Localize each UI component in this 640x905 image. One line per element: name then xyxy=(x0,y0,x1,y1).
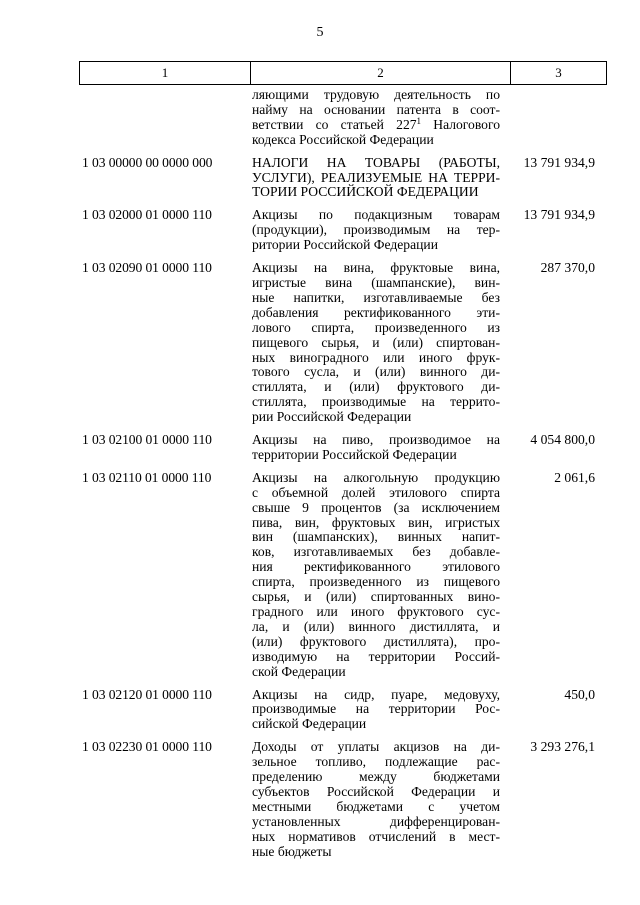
description-line: ТОРИИ РОССИЙСКОЙ ФЕДЕРАЦИИ xyxy=(252,184,479,200)
row-description xyxy=(252,433,500,463)
description-line: спирта, произведенного из пищевого xyxy=(252,574,500,590)
description-line: игристые вина (шампанские), вин- xyxy=(252,274,500,290)
continuation-row xyxy=(79,88,607,148)
description-line: субъектов Российской Федерации и xyxy=(252,783,500,799)
description-line: установленных дифференцирован- xyxy=(252,813,500,829)
description-line: пищевого сырья, и (или) спиртован- xyxy=(252,334,500,350)
description-text: ветствии со статьей 227 xyxy=(252,116,417,132)
table-row xyxy=(79,688,607,733)
table-header xyxy=(79,61,607,85)
row-code: 1 03 02090 01 0000 110 xyxy=(82,260,212,276)
description-line: ные бюджеты xyxy=(252,843,332,859)
description-line: Акцизы на сидр, пуаре, медовуху, xyxy=(252,686,500,702)
row-description xyxy=(252,208,500,253)
description-line: Акцизы на пиво, производимое на xyxy=(252,432,500,448)
row-amount: 287 370,0 xyxy=(540,260,595,276)
description-line: стиллята, производимые на террито- xyxy=(252,394,500,410)
row-code: 1 03 00000 00 0000 000 xyxy=(82,154,213,170)
description-line: (продукции), производимым на тер- xyxy=(252,222,500,238)
table-row xyxy=(79,740,607,859)
description-line: ния ректификованного этилового xyxy=(252,559,500,575)
description-line: ритории Российской Федерации xyxy=(252,237,438,253)
description-line: ской Федерации xyxy=(252,663,346,679)
description-line: сырья, и (или) спиртованных вино- xyxy=(252,589,500,605)
description-line: зельное топливо, подлежащие рас- xyxy=(252,754,500,770)
description-line: местными бюджетами с учетом xyxy=(252,798,500,814)
row-description xyxy=(252,156,500,201)
row-amount: 13 791 934,9 xyxy=(523,207,595,223)
row-description xyxy=(252,88,500,148)
description-line: Акцизы по подакцизным товарам xyxy=(252,207,500,223)
description-line: тового сусла, и (или) винного ди- xyxy=(252,364,500,380)
table-row xyxy=(79,261,607,425)
description-line: Акцизы на вина, фруктовые вина, xyxy=(252,260,500,276)
description-line: добавления ректификованного эти- xyxy=(252,304,500,320)
description-line: лового спирта, произведенного из xyxy=(252,319,500,335)
row-code: 1 03 02100 01 0000 110 xyxy=(82,432,212,448)
description-line: (или) фруктового дистиллята), про- xyxy=(252,633,500,649)
page-number: 5 xyxy=(316,25,324,40)
description-line: ные напитки, изготавливаемые без xyxy=(252,289,500,305)
description-line: свыше 9 процентов (за исключением xyxy=(252,499,500,515)
row-description xyxy=(252,740,500,859)
description-line: пива, вин, фруктовых вин, игристых xyxy=(252,514,500,530)
table-row xyxy=(79,471,607,680)
description-line: сийской Федерации xyxy=(252,716,367,732)
description-line xyxy=(252,115,500,133)
column-header-1: 1 xyxy=(161,64,169,80)
description-line: изводимую на территории Россий- xyxy=(252,648,500,664)
table-body xyxy=(79,88,607,868)
row-code: 1 03 02230 01 0000 110 xyxy=(82,739,212,755)
column-header-3: 3 xyxy=(510,62,606,84)
description-line: Доходы от уплаты акцизов на ди- xyxy=(252,739,500,755)
row-amount: 450,0 xyxy=(564,686,595,702)
description-text: Налогового xyxy=(421,116,500,132)
row-amount: 4 054 800,0 xyxy=(530,432,595,448)
row-description xyxy=(252,261,500,425)
description-line: Акцизы на алкогольную продукцию xyxy=(252,469,500,485)
description-line: с объемной долей этилового спирта xyxy=(252,484,500,500)
row-code: 1 03 02120 01 0000 110 xyxy=(82,686,212,702)
row-code: 1 03 02000 01 0000 110 xyxy=(82,207,212,223)
description-line: ных виноградного или иного фрук- xyxy=(252,349,500,365)
description-line: стиллята, и (или) фруктового ди- xyxy=(252,379,500,395)
row-amount: 13 791 934,9 xyxy=(523,154,595,170)
row-amount xyxy=(500,88,607,148)
column-header-2: 2 xyxy=(250,62,510,84)
footnote-superscript: 1 xyxy=(416,115,422,126)
description-line: УСЛУГИ), РЕАЛИЗУЕМЫЕ НА ТЕРРИ- xyxy=(252,169,500,185)
row-code xyxy=(79,88,249,148)
description-line: производимые на территории Рос- xyxy=(252,701,500,717)
row-description xyxy=(252,471,500,680)
description-line: вин (шампанских), винных напит- xyxy=(252,529,500,545)
description-line: ных нормативов отчислений в мест- xyxy=(252,828,500,844)
description-line: территории Российской Федерации xyxy=(252,446,457,462)
description-line: ла, и (или) винного дистиллята, и xyxy=(252,618,500,634)
table-row xyxy=(79,208,607,253)
description-line: градного или иного фруктового сус- xyxy=(252,604,500,619)
description-line: найму на основании патента в соот- xyxy=(252,101,500,117)
description-line: НАЛОГИ НА ТОВАРЫ (РАБОТЫ, xyxy=(252,154,500,170)
description-line: кодекса Российской Федерации xyxy=(252,131,434,147)
description-line: ляющими трудовую деятельность по xyxy=(252,87,500,102)
table-row xyxy=(79,156,607,201)
description-line: ков, изготавливаемых без добавле- xyxy=(252,544,500,560)
description-line: рии Российской Федерации xyxy=(252,409,412,425)
description-line: пределению между бюджетами xyxy=(252,769,500,785)
row-code: 1 03 02110 01 0000 110 xyxy=(82,469,212,485)
row-amount: 3 293 276,1 xyxy=(530,739,595,755)
table-row xyxy=(79,433,607,463)
row-amount: 2 061,6 xyxy=(554,469,595,485)
row-description xyxy=(252,688,500,733)
